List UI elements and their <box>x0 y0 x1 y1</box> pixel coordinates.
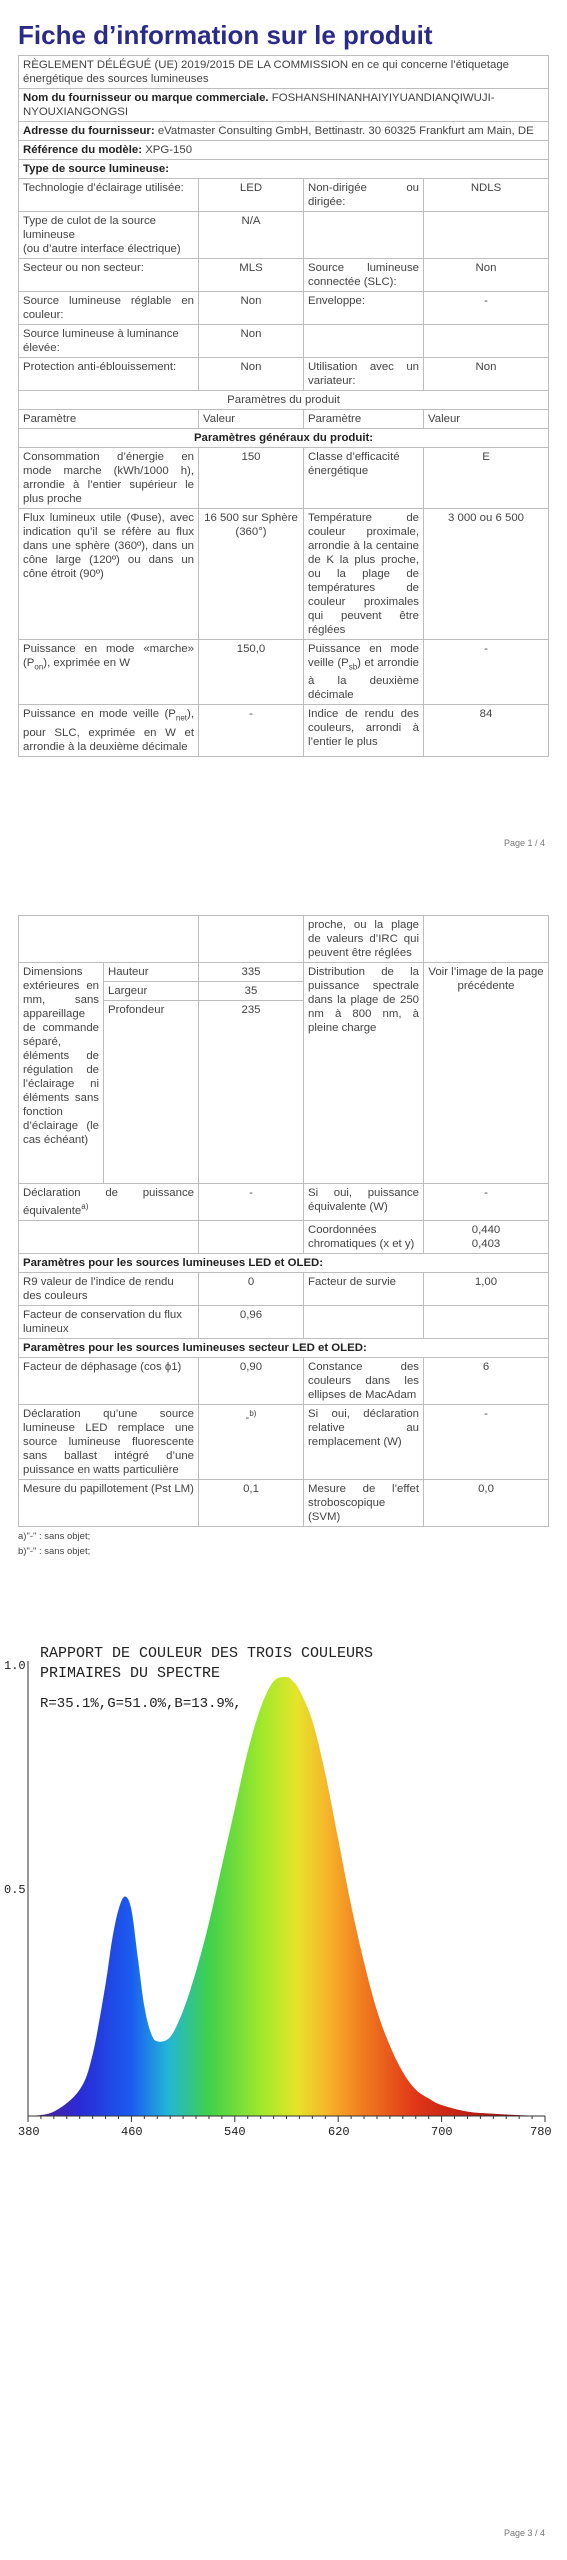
table-row <box>19 325 549 358</box>
address-row <box>19 122 549 141</box>
height-value: 335 <box>199 963 304 982</box>
spectrum-curve <box>28 1677 545 2116</box>
row-value: Non <box>199 325 304 358</box>
model-row <box>19 141 549 160</box>
chroma-y: 0,403 <box>471 1237 501 1250</box>
table-row <box>19 1272 549 1305</box>
net-tail: ), pour SLC, exprimée en W et arrondie à la deuxième décimale <box>23 708 194 753</box>
dims-label: Dimensions extérieures en mm, sans appareillage de commande séparé, éléments de régulation de l’éclairage ni éléments sans fonction d’éclairage (le cas échéant) <box>19 963 104 1184</box>
table-row <box>19 1357 549 1404</box>
standby-value: - <box>424 640 549 705</box>
product-info-table <box>18 55 549 757</box>
empty-cell <box>19 1220 199 1253</box>
net-value: - <box>199 705 304 756</box>
replace-power-value: - <box>424 1404 549 1479</box>
y-tick-label: 0.5 <box>4 1883 26 1897</box>
standby-label: Puissance en mode veille (P <box>308 643 419 669</box>
flicker-label: Mesure du papillotement (Pst LM) <box>19 1479 199 1526</box>
empty-cell <box>424 916 549 963</box>
strobo-label: Mesure de l’effet stroboscopique (SVM) <box>304 1479 424 1526</box>
x-tick-label: 780 <box>530 2125 552 2139</box>
row-value: Non <box>199 292 304 325</box>
replace-power-label: Si oui, déclaration relative au remplacement (W) <box>304 1404 424 1479</box>
col-header-value: Valeur <box>199 410 304 429</box>
product-params-header: Paramètres du produit <box>19 391 549 410</box>
flux-cons-value: 0,96 <box>199 1305 304 1338</box>
supplier-row <box>19 89 549 122</box>
chart-title-line2: PRIMAIRES DU SPECTRE <box>40 1665 221 1682</box>
row-label: Technologie d’éclairage utilisée: <box>19 179 199 212</box>
x-tick-label: 620 <box>328 2125 350 2139</box>
power-on-tail: ), exprimée en W <box>43 657 131 669</box>
table-row <box>19 292 549 325</box>
page-1 <box>0 0 567 850</box>
macadam-label: Constance des couleurs dans les ellipses de MacAdam <box>304 1357 424 1404</box>
y-tick-label: 1.0 <box>4 1659 26 1673</box>
page-number: Page 1 / 4 <box>503 838 545 848</box>
table-row <box>19 1184 549 1221</box>
table-row <box>19 179 549 212</box>
row-label: Utilisation avec un variateur: <box>304 358 424 391</box>
replace-label: Déclaration qu’une source lumineuse LED remplace une source lumineuse fluorescente sans ballast intégré d’une puissance en watts particulière <box>19 1404 199 1479</box>
page-2 <box>0 915 567 1555</box>
spd-label: Distribution de la puissance spectrale dans la plage de 250 nm à 800 nm, à pleine charge <box>304 963 424 1184</box>
product-info-table-continued <box>18 915 549 1527</box>
table-row <box>19 212 549 259</box>
row-label: Enveloppe: <box>304 292 424 325</box>
survival-value: 1,00 <box>424 1272 549 1305</box>
cri-value: 84 <box>424 705 549 756</box>
page-number-3: Page 3 / 4 <box>503 2528 545 2538</box>
row-value: N/A <box>199 212 304 259</box>
table-row <box>19 705 549 756</box>
row-value: NDLS <box>424 179 549 212</box>
empty-cell <box>424 1305 549 1338</box>
table-row <box>19 640 549 705</box>
chroma-label: Coordonnées chromatiques (x et y) <box>304 1220 424 1253</box>
table-row <box>19 916 549 963</box>
row-label <box>304 640 424 705</box>
equiv-label <box>19 1184 199 1221</box>
footnote-a: a)"-" : sans objet; <box>18 1530 91 1542</box>
address-label: Adresse du fournisseur: <box>23 125 155 137</box>
spectrum-chart <box>0 1625 567 2185</box>
replace-value: - <box>245 1411 250 1424</box>
row-value: MLS <box>199 259 304 292</box>
net-label: Puissance en mode veille (P <box>23 708 176 721</box>
spd-value: Voir l’image de la page précédente <box>424 963 549 1184</box>
depth-value: 235 <box>199 1001 304 1184</box>
table-row <box>19 509 549 640</box>
row-label: Source lumineuse réglable en couleur: <box>19 292 199 325</box>
chart-subtitle: R=35.1%,G=51.0%,B=13.9%, <box>40 1696 242 1712</box>
x-tick-label: 380 <box>18 2125 40 2139</box>
replace-sup: b) <box>249 1408 257 1418</box>
supplier-label: Nom du fournisseur ou marque commerciale. <box>23 92 269 104</box>
standby-sub: sb <box>348 662 358 672</box>
empty-cell <box>19 916 199 963</box>
replace-value-cell <box>199 1404 304 1479</box>
row-label: Source lumineuse à luminance élevée: <box>19 325 199 358</box>
empty-cell <box>199 1220 304 1253</box>
model-value: XPG-150 <box>145 144 193 156</box>
table-row <box>19 1479 549 1526</box>
row-value: Non <box>424 358 549 391</box>
power-on-sub: on <box>34 662 44 672</box>
sheet-2 <box>18 915 548 1557</box>
equiv-power-label: Si oui, puissance équivalente (W) <box>304 1184 424 1221</box>
row-value: E <box>424 448 549 509</box>
row-value: - <box>424 292 549 325</box>
row-value <box>424 212 549 259</box>
row-label <box>304 212 424 259</box>
width-label: Largeur <box>104 982 199 1001</box>
net-sub: net <box>175 713 188 723</box>
table-row <box>19 358 549 391</box>
cri-continued: proche, ou la plage de valeurs d’IRC qui peuvent être réglées <box>304 916 424 963</box>
chart-title: RAPPORT DE COULEUR DES TROIS COULEURS PRIMAIRES DU SPECTRE <box>40 1645 374 1682</box>
row-value: LED <box>199 179 304 212</box>
sheet-1 <box>18 0 548 757</box>
chroma-values <box>424 1220 549 1253</box>
row-value: 150 <box>199 448 304 509</box>
phase-value: 0,90 <box>199 1357 304 1404</box>
page-title: Fiche d’information sur le produit <box>18 20 433 50</box>
r9-label: R9 valeur de l’indice de rendu des couleurs <box>19 1272 199 1305</box>
row-value: Non <box>424 259 549 292</box>
regulation-text: RÈGLEMENT DÉLÉGUÉ (UE) 2019/2015 DE LA COMMISSION en ce qui concerne l’étiquetage énergétique des sources lumineuses <box>19 56 549 89</box>
row-value <box>424 325 549 358</box>
survival-label: Facteur de survie <box>304 1272 424 1305</box>
height-label: Hauteur <box>104 963 199 982</box>
spectrum-chart-section <box>0 1625 567 2185</box>
row-label <box>19 705 199 756</box>
row-value: 3 000 ou 6 500 <box>424 509 549 640</box>
x-tick-label: 540 <box>224 2125 246 2139</box>
table-row <box>19 1404 549 1479</box>
width-value: 35 <box>199 982 304 1001</box>
phase-label: Facteur de déphasage (cos ϕ1) <box>19 1357 199 1404</box>
x-tick-label: 460 <box>121 2125 143 2139</box>
source-type-label: Type de source lumineuse: <box>19 160 549 179</box>
table-row <box>19 259 549 292</box>
col-header-param: Paramètre <box>304 410 424 429</box>
flux-cons-label: Facteur de conservation du flux lumineux <box>19 1305 199 1338</box>
empty-cell <box>199 916 304 963</box>
strobo-value: 0,0 <box>424 1479 549 1526</box>
col-header-value: Valeur <box>424 410 549 429</box>
footnote-b: b)"-" : sans objet; <box>18 1545 91 1557</box>
supplier-value: FOSHANSHINANHAIYIYUANDIANQIWUJI-NYOUXIANGONGSI <box>23 92 495 118</box>
power-on-value: 150,0 <box>199 640 304 705</box>
depth-label: Profondeur <box>104 1001 199 1184</box>
general-params-header: Paramètres généraux du produit: <box>19 429 549 448</box>
empty-cell <box>304 1305 424 1338</box>
flicker-value: 0,1 <box>199 1479 304 1526</box>
r9-value: 0 <box>199 1272 304 1305</box>
table-row <box>19 448 549 509</box>
row-label: Source lumineuse connectée (SLC): <box>304 259 424 292</box>
row-label: Protection anti-éblouissement: <box>19 358 199 391</box>
row-label <box>19 640 199 705</box>
chroma-x: 0,440 <box>471 1223 501 1236</box>
equiv-label-text: Déclaration de puissance équivalente <box>23 1187 194 1217</box>
cri-label: Indice de rendu des couleurs, arrondi à l’entier le plus <box>304 705 424 756</box>
row-value: 16 500 sur Sphère (360°) <box>199 509 304 640</box>
row-label: Type de culot de la source lumineuse (ou d’autre interface électrique) <box>19 212 199 259</box>
address-value: eVatmaster Consulting GmbH, Bettinastr. 30 60325 Frankfurt am Main, DE <box>157 125 534 137</box>
x-tick-label: 700 <box>431 2125 453 2139</box>
standby-tail: ) et arrondie à la deuxième décimale <box>308 657 419 702</box>
led-params-header: Paramètres pour les sources lumineuses LED et OLED: <box>19 1253 549 1272</box>
table-row <box>19 1220 549 1253</box>
table-row <box>19 963 549 982</box>
macadam-value: 6 <box>424 1357 549 1404</box>
row-label: Consommation d’énergie en mode marche (kWh/1000 h), arrondie à l’entier supérieur le plus proche <box>19 448 199 509</box>
row-label: Classe d’efficacité énergétique <box>304 448 424 509</box>
equiv-value: - <box>199 1184 304 1221</box>
model-label: Référence du modèle: <box>23 144 143 156</box>
row-label: Non-dirigée ou dirigée: <box>304 179 424 212</box>
column-header-row <box>19 410 549 429</box>
row-label <box>304 325 424 358</box>
row-value: Non <box>199 358 304 391</box>
col-header-param: Paramètre <box>19 410 199 429</box>
equiv-sup: a) <box>81 1202 89 1211</box>
row-label: Température de couleur proximale, arrondie à la centaine de K la plus proche, ou la plage de températures de couleur proximales qui peuvent être réglées <box>304 509 424 640</box>
power-on-label: Puissance en mode «marche» (P <box>23 643 194 669</box>
mains-params-header: Paramètres pour les sources lumineuses secteur LED et OLED: <box>19 1338 549 1357</box>
row-label: Flux lumineux utile (Φuse), avec indication qu’il se réfère au flux dans une sphère (360º), dans un cône large (120º) ou dans un cône étroit (90º) <box>19 509 199 640</box>
row-label: Secteur ou non secteur: <box>19 259 199 292</box>
table-row <box>19 1305 549 1338</box>
equiv-power-value: - <box>424 1184 549 1221</box>
